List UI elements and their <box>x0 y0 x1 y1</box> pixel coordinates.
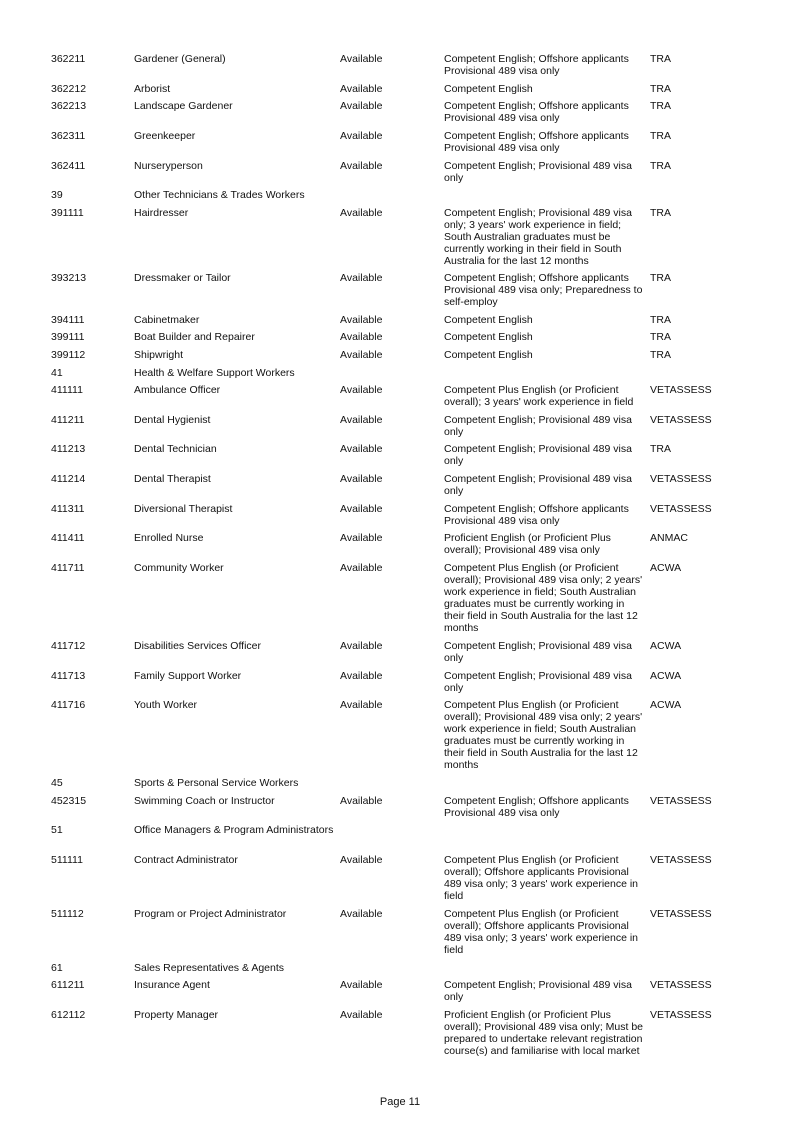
assessing-authority: VETASSESS <box>650 414 712 426</box>
occupation-code: 362212 <box>51 83 87 95</box>
requirements-text: Competent English <box>444 349 533 361</box>
page-number: Page 11 <box>379 1096 421 1108</box>
occupation-code: 45 <box>51 777 63 789</box>
occupation-name: Ambulance Officer <box>134 384 221 396</box>
assessing-authority: TRA <box>650 272 671 284</box>
occupation-code: 391111 <box>51 207 84 219</box>
occupation-name: Dental Hygienist <box>134 414 211 426</box>
occupation-name: Contract Administrator <box>134 854 238 866</box>
assessing-authority: VETASSESS <box>650 503 712 515</box>
occupation-name: Youth Worker <box>134 699 198 711</box>
availability-status: Available <box>340 699 383 711</box>
occupation-code: 41 <box>51 367 63 379</box>
requirements-text: Competent English; Provisional 489 visa only <box>444 414 632 439</box>
assessing-authority: TRA <box>650 83 671 95</box>
occupation-code: 411213 <box>51 443 86 455</box>
assessing-authority: VETASSESS <box>650 854 712 866</box>
availability-status: Available <box>340 443 383 455</box>
assessing-authority: VETASSESS <box>650 1009 712 1021</box>
occupation-name: Health & Welfare Support Workers <box>134 367 295 379</box>
availability-status: Available <box>340 854 383 866</box>
availability-status: Available <box>340 414 383 426</box>
occupation-name: Cabinetmaker <box>134 314 200 326</box>
requirements-text: Competent Plus English (or Proficient overall); Offshore applicants Provisional 489 visa only; 3 years' work experience in field <box>444 854 639 903</box>
requirements-text: Competent English; Provisional 489 visa only <box>444 473 632 498</box>
occupation-name: Program or Project Administrator <box>134 908 287 920</box>
requirements-text: Competent Plus English (or Proficient overall); Offshore applicants Provisional 489 visa only; 3 years' work experience in field <box>444 908 639 957</box>
occupation-code: 61 <box>51 962 63 974</box>
requirements-text: Proficient English (or Proficient Plus overall); Provisional 489 visa only; Must be prepared to undertake relevant registration course(s) and familiarise with local market <box>444 1009 644 1058</box>
occupation-name: Enrolled Nurse <box>134 532 204 544</box>
requirements-text: Competent English; Provisional 489 visa only <box>444 979 632 1004</box>
occupation-name: Shipwright <box>134 349 184 361</box>
occupation-name: Nurseryperson <box>134 160 203 172</box>
occupation-name: Swimming Coach or Instructor <box>134 795 275 807</box>
occupation-code: 394111 <box>51 314 85 326</box>
occupation-name: Boat Builder and Repairer <box>134 331 255 343</box>
occupation-name: Diversional Therapist <box>134 503 233 515</box>
occupation-code: 411311 <box>51 503 85 515</box>
assessing-authority: VETASSESS <box>650 473 712 485</box>
occupation-code: 511112 <box>51 908 84 920</box>
assessing-authority: TRA <box>650 349 671 361</box>
occupation-name: Office Managers & Program Administrators <box>134 824 334 836</box>
occupation-name: Arborist <box>134 83 171 95</box>
occupation-code: 411214 <box>51 473 86 485</box>
requirements-text: Competent English; Provisional 489 visa only <box>444 640 632 665</box>
availability-status: Available <box>340 384 383 396</box>
occupation-code: 411711 <box>51 562 85 574</box>
assessing-authority: ACWA <box>650 670 682 682</box>
requirements-text: Competent English; Provisional 489 visa only <box>444 160 632 185</box>
assessing-authority: ACWA <box>650 640 682 652</box>
assessing-authority: TRA <box>650 53 671 65</box>
occupation-name: Dental Therapist <box>134 473 211 485</box>
availability-status: Available <box>340 100 383 112</box>
occupation-code: 411716 <box>51 699 86 711</box>
occupation-name: Property Manager <box>134 1009 219 1021</box>
requirements-text: Competent English <box>444 83 533 95</box>
requirements-text: Competent English; Offshore applicants Provisional 489 visa only <box>444 795 629 820</box>
availability-status: Available <box>340 795 383 807</box>
availability-status: Available <box>340 473 383 485</box>
assessing-authority: VETASSESS <box>650 979 712 991</box>
occupation-code: 411713 <box>51 670 86 682</box>
occupation-code: 411712 <box>51 640 86 652</box>
availability-status: Available <box>340 562 383 574</box>
occupation-code: 452315 <box>51 795 87 807</box>
assessing-authority: TRA <box>650 100 671 112</box>
assessing-authority: VETASSESS <box>650 908 712 920</box>
requirements-text: Competent English; Provisional 489 visa only; 3 years' work experience in field; South Australian graduates must be currently working in their field in South Australia for the last 12 months <box>444 207 632 268</box>
availability-status: Available <box>340 53 383 65</box>
assessing-authority: TRA <box>650 160 671 172</box>
requirements-text: Competent English; Offshore applicants Provisional 489 visa only <box>444 53 629 78</box>
occupation-name: Landscape Gardener <box>134 100 233 112</box>
availability-status: Available <box>340 207 383 219</box>
availability-status: Available <box>340 979 383 991</box>
assessing-authority: ACWA <box>650 562 682 574</box>
availability-status: Available <box>340 83 383 95</box>
assessing-authority: TRA <box>650 207 671 219</box>
occupation-code: 411211 <box>51 414 85 426</box>
occupation-code: 39 <box>51 189 63 201</box>
occupation-code: 362211 <box>51 53 86 65</box>
occupation-name: Hairdresser <box>134 207 189 219</box>
requirements-text: Competent Plus English (or Proficient overall); Provisional 489 visa only; 2 years' work experience in field; South Australian graduates must be currently working in their field in South Australia for the last 12 months <box>444 562 643 635</box>
availability-status: Available <box>340 130 383 142</box>
occupation-code: 511111 <box>51 854 83 866</box>
availability-status: Available <box>340 349 383 361</box>
requirements-text: Proficient English (or Proficient Plus overall); Provisional 489 visa only <box>444 532 611 557</box>
requirements-text: Competent Plus English (or Proficient overall); 3 years' work experience in field <box>444 384 634 409</box>
availability-status: Available <box>340 908 383 920</box>
requirements-text: Competent English <box>444 331 533 343</box>
occupation-name: Insurance Agent <box>134 979 210 991</box>
occupation-name: Sales Representatives & Agents <box>134 962 285 974</box>
availability-status: Available <box>340 331 383 343</box>
occupation-code: 393213 <box>51 272 87 284</box>
requirements-text: Competent English; Offshore applicants Provisional 489 visa only <box>444 100 629 125</box>
occupation-code: 411111 <box>51 384 83 396</box>
assessing-authority: TRA <box>650 314 671 326</box>
occupation-code: 612112 <box>51 1009 86 1021</box>
assessing-authority: VETASSESS <box>650 795 712 807</box>
occupation-code: 362311 <box>51 130 86 142</box>
occupation-code: 51 <box>51 824 63 836</box>
occupation-code: 362213 <box>51 100 87 112</box>
occupation-name: Community Worker <box>134 562 224 574</box>
occupation-name: Other Technicians & Trades Workers <box>134 189 305 201</box>
occupation-code: 399111 <box>51 331 85 343</box>
requirements-text: Competent English; Offshore applicants Provisional 489 visa only <box>444 130 629 155</box>
availability-status: Available <box>340 670 383 682</box>
requirements-text: Competent English; Offshore applicants Provisional 489 visa only; Preparedness to self-employ <box>444 272 643 309</box>
occupation-code: 362411 <box>51 160 86 172</box>
occupation-name: Sports & Personal Service Workers <box>134 777 299 789</box>
assessing-authority: TRA <box>650 443 671 455</box>
assessing-authority: ANMAC <box>650 532 688 544</box>
occupation-code: 399112 <box>51 349 86 361</box>
availability-status: Available <box>340 314 383 326</box>
availability-status: Available <box>340 1009 383 1021</box>
occupation-name: Dental Technician <box>134 443 217 455</box>
availability-status: Available <box>340 272 383 284</box>
requirements-text: Competent English <box>444 314 533 326</box>
occupation-name: Greenkeeper <box>134 130 196 142</box>
occupation-name: Disabilities Services Officer <box>134 640 262 652</box>
availability-status: Available <box>340 503 383 515</box>
occupation-name: Gardener (General) <box>134 53 226 65</box>
assessing-authority: TRA <box>650 130 671 142</box>
availability-status: Available <box>340 640 383 652</box>
assessing-authority: TRA <box>650 331 671 343</box>
occupation-code: 611211 <box>51 979 85 991</box>
occupation-name: Family Support Worker <box>134 670 242 682</box>
assessing-authority: VETASSESS <box>650 384 712 396</box>
requirements-text: Competent English; Provisional 489 visa only <box>444 670 632 695</box>
occupation-name: Dressmaker or Tailor <box>134 272 231 284</box>
assessing-authority: ACWA <box>650 699 682 711</box>
requirements-text: Competent Plus English (or Proficient overall); Provisional 489 visa only; 2 years' work experience in field; South Australian graduates must be currently working in their field in South Australia for the last 12 months <box>444 699 643 772</box>
occupation-code: 411411 <box>51 532 85 544</box>
availability-status: Available <box>340 532 383 544</box>
requirements-text: Competent English; Offshore applicants Provisional 489 visa only <box>444 503 629 528</box>
availability-status: Available <box>340 160 383 172</box>
requirements-text: Competent English; Provisional 489 visa only <box>444 443 632 468</box>
